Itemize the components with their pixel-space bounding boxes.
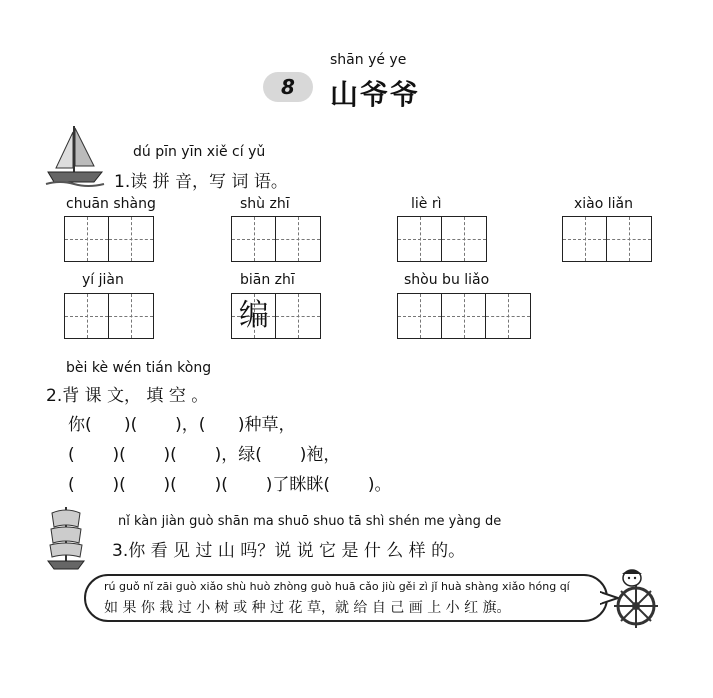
writing-grid-2[interactable] [231,216,321,262]
fill-blank-line-1[interactable]: 你( )( )，( )种草， [68,415,296,435]
grid-cell[interactable] [442,217,486,261]
writing-grid-7[interactable] [397,293,531,339]
grid-cell[interactable] [276,294,320,338]
q3-pinyin-prompt: nǐ kàn jiàn guò shān ma shuō shuo tā shì shén me yàng de [118,514,502,529]
q3-prompt: 3.你 看 见 过 山 吗？说 说 它 是 什 么 样 的。 [112,541,466,561]
grid-cell[interactable] [109,217,153,261]
tip-text: 如 果 你 栽 过 小 树 或 种 过 花 草，就 给 自 己 画 上 小 红 旗。 [104,600,511,616]
grid-cell[interactable] [232,217,276,261]
grid-cell[interactable] [65,294,109,338]
grid-cell[interactable] [398,217,442,261]
word-pinyin-2: shù zhī [240,196,290,212]
q1-prompt: 1.读 拼 音，写 词 语。 [114,172,288,192]
grid-cell[interactable] [398,294,442,338]
grid-cell[interactable] [276,217,320,261]
grid-cell[interactable] [563,217,607,261]
sailing-ship-icon [44,505,88,573]
word-pinyin-3: liè rì [411,196,442,212]
grid-cell[interactable] [607,217,651,261]
grid-cell[interactable] [486,294,530,338]
q2-prompt: 2.背 课 文， 填 空 。 [46,386,209,406]
fill-blank-line-3[interactable]: ( )( )( )( )了眯眯( )。 [68,475,392,495]
grid-cell[interactable] [109,294,153,338]
word-pinyin-4: xiào liǎn [574,196,634,212]
writing-grid-6[interactable] [231,293,321,339]
word-pinyin-1: chuān shàng [66,196,156,212]
grid-cell[interactable] [232,294,276,338]
fill-blank-line-2[interactable]: ( )( )( )，绿( )袍， [68,445,341,465]
writing-grid-5[interactable] [64,293,154,339]
word-pinyin-5: yí jiàn [82,272,124,288]
lesson-number-badge: 8 [263,72,313,102]
writing-grid-4[interactable] [562,216,652,262]
sample-character: 编 [239,298,269,333]
sailboat-icon [44,122,106,188]
title-pinyin: shān yé ye [330,52,407,68]
q2-pinyin-prompt: bèi kè wén tián kòng [66,360,212,376]
lesson-title: 山爷爷 [330,78,421,111]
writing-grid-3[interactable] [397,216,487,262]
word-pinyin-7: shòu bu liǎo [404,272,490,288]
word-pinyin-6: biān zhī [240,272,295,288]
q1-pinyin-prompt: dú pīn yīn xiě cí yǔ [133,144,266,160]
sailor-with-wheel-icon [608,566,662,630]
grid-cell[interactable] [442,294,486,338]
writing-grid-1[interactable] [64,216,154,262]
grid-cell[interactable] [65,217,109,261]
tip-pinyin: rú guǒ nǐ zāi guò xiǎo shù huò zhòng guò huā cǎo jiù gěi zì jǐ huà shàng xiǎo hóng qí [104,580,570,593]
